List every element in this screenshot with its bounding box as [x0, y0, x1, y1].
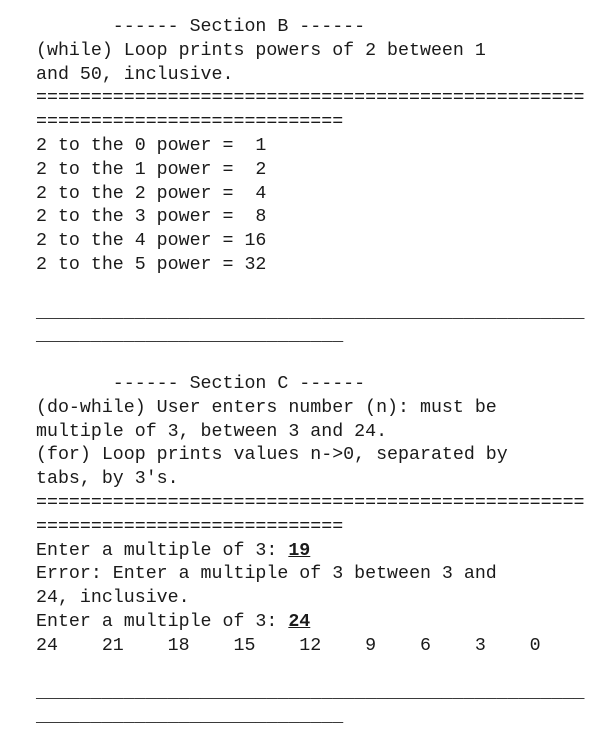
- loop-output-line: 24 21 18 15 12 9 6 3 0: [36, 635, 541, 656]
- power-row-3: 2 to the 3 power = 8: [36, 207, 267, 228]
- power-row-4: 2 to the 4 power = 16: [36, 231, 267, 252]
- section-c-equals-rule-2: ============================: [36, 516, 344, 537]
- blank-line: [36, 278, 596, 302]
- prompt-line-1: [36, 540, 596, 564]
- section-c-underscore-rule-2: ____________________________: [36, 707, 344, 728]
- section-b-description-line-2: and 50, inclusive.: [36, 64, 234, 85]
- blank-line: [36, 349, 596, 373]
- power-row-0: 2 to the 0 power = 1: [36, 135, 267, 156]
- section-b-underscore-rule-1: __________________________________________________: [36, 302, 585, 323]
- power-row-2: 2 to the 2 power = 4: [36, 183, 267, 204]
- section-c-equals-rule-1: ==================================================: [36, 492, 585, 513]
- user-input-value: 24: [288, 611, 311, 632]
- error-message-line-2: 24, inclusive.: [36, 588, 190, 609]
- power-row-5: 2 to the 5 power = 32: [36, 254, 267, 275]
- section-b-equals-rule-1: ==================================================: [36, 88, 585, 109]
- console-output: [36, 16, 596, 730]
- section-c-description-line-1: (do-while) User enters number (n): must be: [36, 397, 497, 418]
- prompt-text: Enter a multiple of 3:: [36, 611, 289, 632]
- user-input-value: 19: [288, 540, 311, 561]
- section-b-underscore-rule-2: ____________________________: [36, 326, 344, 347]
- power-row-1: 2 to the 1 power = 2: [36, 159, 267, 180]
- section-b-description-line-1: (while) Loop prints powers of 2 between 1: [36, 40, 486, 61]
- section-c-description-line-2: multiple of 3, between 3 and 24.: [36, 421, 388, 442]
- section-c-underscore-rule-1: __________________________________________________: [36, 683, 585, 704]
- error-message-line-1: Error: Enter a multiple of 3 between 3 and: [36, 564, 497, 585]
- section-c-header: ------ Section C ------: [36, 373, 366, 394]
- blank-line: [36, 659, 596, 683]
- section-c-description-line-3: (for) Loop prints values n->0, separated by: [36, 445, 508, 466]
- section-b-equals-rule-2: ============================: [36, 112, 344, 133]
- prompt-line-2: [36, 611, 596, 635]
- section-b-header: ------ Section B ------: [36, 17, 366, 37]
- prompt-text: Enter a multiple of 3:: [36, 540, 289, 561]
- section-c-description-line-4: tabs, by 3's.: [36, 469, 179, 490]
